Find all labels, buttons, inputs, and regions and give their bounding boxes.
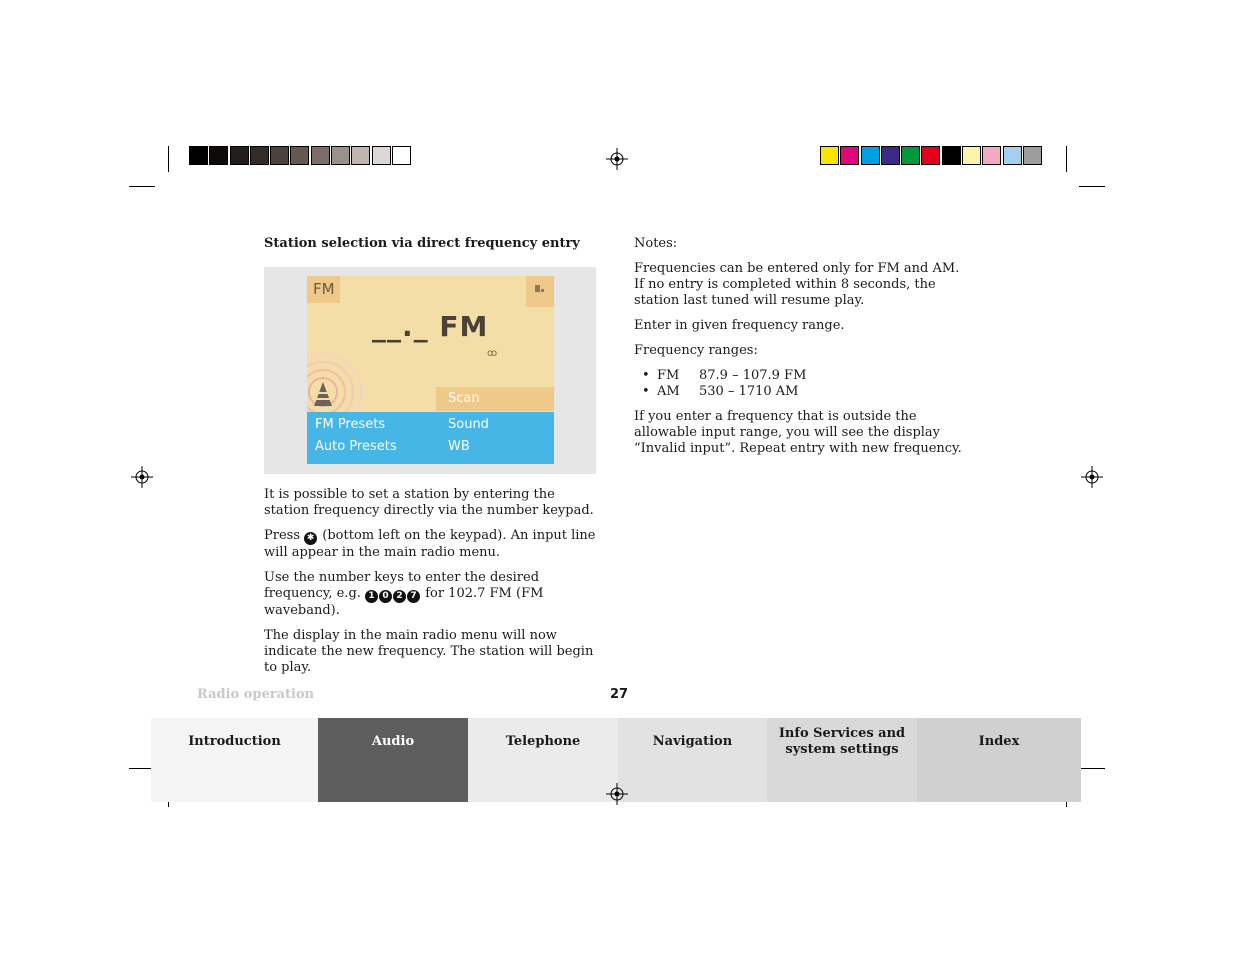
paragraph: Press ✱ (bottom left on the keypad). An input line will appear in the main radio menu. [264, 528, 596, 560]
color-swatch [962, 146, 981, 165]
notes-label: Notes: [634, 236, 678, 251]
key-7-icon: 7 [407, 590, 420, 603]
band-label: FM [313, 280, 335, 298]
paragraph: It is possible to set a station by entering the station frequency directly via the number keypad. [264, 487, 594, 518]
color-swatch [982, 146, 1001, 165]
tab-introduction[interactable]: Introduction [151, 718, 318, 802]
color-swatch [351, 146, 370, 165]
gray-color-bar [189, 146, 412, 165]
color-swatch [840, 146, 859, 165]
note: If you enter a frequency that is outside the allowable input range, you will see the display “Invalid input”. Repeat entry with new frequency. [634, 409, 962, 456]
color-swatch [392, 146, 411, 165]
antenna-signal-icon [307, 342, 367, 412]
radio-display-screen [307, 276, 554, 464]
sound-softkey[interactable]: Sound [448, 417, 489, 432]
tab-navigation[interactable]: Navigation [618, 718, 767, 802]
key-2-icon: 2 [393, 590, 406, 603]
color-swatch [250, 146, 269, 165]
registration-mark-right [1081, 466, 1103, 488]
color-swatch [942, 146, 961, 165]
color-swatch [311, 146, 330, 165]
band-indicator [307, 276, 340, 303]
registration-mark-top [606, 148, 628, 170]
color-swatch [1023, 146, 1042, 165]
list-item: • AM 530 – 1710 AM [634, 384, 969, 400]
color-swatch [820, 146, 839, 165]
phone-status-icon [526, 276, 554, 307]
color-swatch [270, 146, 289, 165]
tab-index[interactable]: Index [917, 718, 1081, 802]
scan-label: Scan [448, 391, 480, 406]
color-swatch [1003, 146, 1022, 165]
color-swatch [230, 146, 249, 165]
color-swatch [331, 146, 350, 165]
frequency-input-line: __._ FM [372, 310, 489, 343]
left-body-text [264, 487, 604, 685]
key-0-icon: 0 [379, 590, 392, 603]
tab-audio[interactable]: Audio [318, 718, 468, 802]
softkey-menu [307, 412, 554, 464]
registration-mark-left [131, 466, 153, 488]
page-number: 27 [610, 687, 629, 702]
paragraph: Use the number keys to enter the desired frequency, e.g. 1 0 2 7 for 102.7 FM (FM waveband). [264, 570, 544, 618]
auto-presets-softkey[interactable]: Auto Presets [315, 439, 397, 454]
registration-mark-bottom [606, 783, 628, 805]
note: Enter in given frequency range. [634, 318, 845, 333]
tab-info-services[interactable]: Info Services and system settings [767, 718, 917, 802]
frequency-range-list [634, 368, 969, 400]
color-swatch [901, 146, 920, 165]
tab-telephone[interactable]: Telephone [468, 718, 618, 802]
ranges-label: Frequency ranges: [634, 343, 758, 358]
color-swatch [372, 146, 391, 165]
color-swatch [861, 146, 880, 165]
section-footer-label: Radio operation [197, 687, 315, 702]
paragraph: The display in the main radio menu will now indicate the new frequency. The station will begin to play. [264, 628, 594, 675]
notes-column [634, 236, 969, 466]
fm-presets-softkey[interactable]: FM Presets [315, 417, 386, 432]
color-swatch [209, 146, 228, 165]
scan-softkey[interactable] [436, 387, 554, 411]
key-1-icon: 1 [365, 590, 378, 603]
list-item: • FM 87.9 – 107.9 FM [634, 368, 969, 384]
color-swatch [881, 146, 900, 165]
section-heading: Station selection via direct frequency entry [264, 236, 580, 251]
note: Frequencies can be entered only for FM and AM. If no entry is completed within 8 seconds, the station last tuned will resume play. [634, 261, 960, 308]
stereo-icon: ꝏ [487, 348, 498, 359]
color-swatch [189, 146, 208, 165]
star-key-icon: ✱ [304, 532, 317, 545]
color-swatch [290, 146, 309, 165]
color-bar [820, 146, 1043, 165]
wb-softkey[interactable]: WB [448, 439, 470, 454]
color-swatch [921, 146, 940, 165]
